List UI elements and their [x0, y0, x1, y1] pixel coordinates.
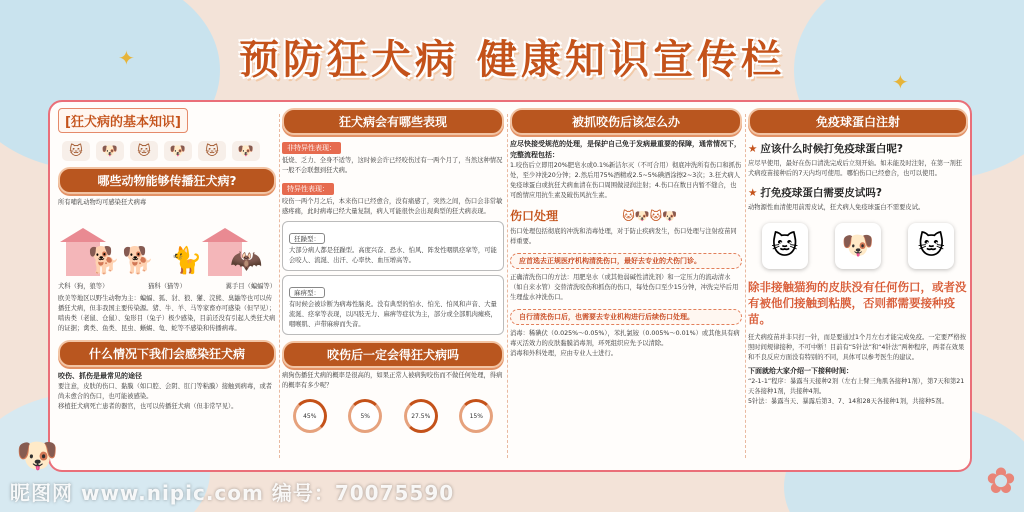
wound-title: 伤口处理 — [510, 209, 559, 223]
furious-box — [282, 221, 504, 271]
cat-face-icon: 🐱 — [762, 223, 808, 269]
situations-pill: 什么情况下我们会感染狂犬病 — [58, 340, 276, 367]
percent-circle: 5% — [348, 399, 382, 433]
caption-feline: 猫科（猫等） — [148, 283, 186, 290]
watermark: 昵图网 www.nipic.com 编号：70075590 — [10, 481, 455, 505]
question-when — [748, 141, 968, 156]
cat-face-icon: 🐱 — [908, 223, 954, 269]
caption-bat: 翼手目（蝙蝠等） — [225, 283, 276, 290]
animal-illustration — [58, 212, 276, 290]
furious-tag: 狂躁型： — [289, 233, 325, 244]
specific-text: 咬伤一两个月之后，本来伤口已经愈合，没有痛感了，突然之间，伤口会非常敏感疼痛，此时病毒已经大量复制，病人可能很快会出现典型的狂犬病表现。 — [282, 198, 503, 215]
column-bite-care — [510, 108, 742, 464]
schedule-2: 5针法：暴露当天、暴露后第3、7、14和28天各接种1剂，共接种5剂。 — [748, 398, 948, 405]
dog-icon: 🐕 — [88, 246, 121, 276]
animals-pill: 哪些动物能够传播狂犬病? — [58, 167, 276, 194]
dog-face-icon: 🐶 — [232, 141, 260, 161]
dog-icon: 🐶 — [16, 436, 59, 476]
vaccine-warning: 除非接触猫狗的皮肤没有任何伤口，或者没有被他们接触到粘膜，否则都需要接种疫苗。 — [748, 280, 967, 326]
dog-face-icon: 🐶 — [164, 141, 192, 161]
bite-intro: 应尽快接受规范的处理，是保护自己免于发病最重要的保障，通常情况下，完整流程包括： — [510, 140, 741, 159]
paralytic-text: 有时候会被诊断为病毒性脑炎。没有典型的怕水、怕光、怕风和声音、大量流涎、痉挛等表现，以四肢无力、麻痹等症状为主，部分或全部肌肉瘫痪，咽喉肌、声带麻痹而失音。 — [289, 301, 497, 328]
page-title: 预防狂犬病 健康知识宣传栏 — [239, 37, 785, 83]
question-skin-test-text: 打免疫球蛋白需要皮试吗? — [760, 187, 883, 199]
caption-canine: 犬科（狗，狼等） — [58, 283, 109, 290]
immuno-pill: 免疫球蛋白注射 — [748, 108, 968, 135]
question-skin-test — [748, 185, 968, 200]
bat-icon: 🦇 — [230, 246, 263, 276]
probability-circles — [282, 399, 504, 433]
answer-skin-test: 动物源性血清使用前需皮试，狂犬病人免疫球蛋白不需要皮试。 — [748, 204, 925, 211]
sparkle-icon: ✦ — [892, 70, 909, 94]
bite-steps: 1.咬伤后立即用20%肥皂水或0.1%新洁尔灭（不可合用）彻底冲洗所有伤口和抓伤处，至少冲洗20分钟；2.然后用75%酒精或2.5~5%碘酒涂擦2~3次；3.狂犬病人免疫球蛋白或抗狂犬病血清在伤口周围做浸润注射；4.伤口在数日内暂不缝合，也可酌情应用抗生素及破伤风抗生素。 — [510, 162, 742, 199]
probability-pill: 咬伤后一定会得狂犬病吗 — [282, 341, 504, 368]
warning-clinic: 应首选去正规医疗机构清洗伤口，最好去专业的犬伤门诊。 — [510, 253, 742, 269]
pet-card-row — [748, 223, 968, 269]
paralytic-tag: 麻痹型： — [289, 287, 325, 298]
specific-tag: 特异性表现： — [282, 183, 334, 195]
bite-pill: 被抓咬伤后该怎么办 — [510, 108, 742, 135]
cat-icon: 🐈 — [170, 246, 203, 276]
info-board — [48, 100, 972, 472]
divider — [745, 114, 746, 458]
cat-face-icon: 🐱🐶🐱🐶 — [622, 209, 678, 223]
flower-icon: ✿ — [985, 461, 1016, 502]
vaccine-text: 狂犬病疫苗并非只打一针，而是要通过1个月左右才能完成免疫。一定要严格按照时间规律接种，不可中断！目前有“5针法”和“4针法”两种程序，两者在效果和不良反应方面没有特别的不同，具体可以参考医生的建议。 — [748, 334, 967, 361]
schedule-head: 下面就给大家介绍一下接种时间： — [748, 367, 853, 375]
percent-circle: 45% — [293, 399, 327, 433]
disinfect-text: 消毒：稀碘伏（0.025%～0.05%），苯扎氯铵（0.005%～0.01%）或其他具有病毒灭活效力的皮肤黏膜消毒剂，环死组织应先予以清除。 — [510, 330, 740, 347]
wound-text: 伤口处理包括彻底的冲洗和消毒处理，对于防止疾病发生，伤口处理与注射疫苗同样重要。 — [510, 228, 737, 245]
column-basics — [58, 108, 276, 464]
column-immunoglobulin — [748, 108, 968, 464]
pet-icon-row — [62, 141, 276, 161]
nonspecific-tag: 非特异性表现： — [282, 142, 341, 154]
probability-text: 病狗伤播狂犬病的概率是很高的，如果正常人被病狗咬伤而不做任何处理，得病的概率有多少呢？ — [282, 372, 503, 389]
situations-lead: 咬伤、抓伤是最常见的途径 — [58, 372, 142, 380]
furious-text: 大部分病人都是狂躁型。高度兴奋、恐水、怕风、阵发性咽肌痉挛等，可能会咬人、流涎、出汗、心率快、血压增高等。 — [289, 247, 497, 264]
animals-intro: 所有哺乳动物均可感染狂犬病毒 — [58, 199, 147, 206]
surgery-text: 消毒和外科处理，应由专业人士进行。 — [510, 350, 618, 357]
schedule-1: “2-1-1”程序：暴露当天接种2剂（左右上臂三角肌各接种1剂），第7天和第21天各接种1剂，共接种4剂。 — [748, 378, 965, 395]
animal-captions — [58, 281, 276, 290]
divider — [507, 114, 508, 458]
nonspecific-text: 低烧、乏力、全身不适等，这时候会许已经咬伤过有一两个月了，当然这种情况一般不会联想到狂犬病。 — [282, 157, 503, 174]
transplant-text: 移植狂犬病死亡患者的器官，也可以传播狂犬病（但非常罕见）。 — [58, 403, 238, 410]
paralytic-box — [282, 275, 504, 335]
wound-head — [510, 207, 742, 224]
symptoms-pill: 狂犬病会有哪些表现 — [282, 108, 504, 135]
divider — [279, 114, 280, 458]
percent-circle: 15% — [459, 399, 493, 433]
star-icon: ★ — [748, 187, 758, 199]
answer-when: 应尽早使用，最好在伤口清洗完成后立刻开始。如未能及时注射，在第一剂狂犬病疫苗接种后的7天内均可使用。哪怕伤口已经愈合，也可以使用。 — [748, 160, 963, 177]
rinse-text: 正确清洗伤口的方法：用肥皂水（或其他弱碱性清洗剂）和一定压力的流动清水（如自来水管）交替清洗咬伤和抓伤的伤口，每处伤口至少15分钟，冲洗完毕后用生理盐水冲洗伤口。 — [510, 274, 739, 301]
dog-face-icon: 🐶 — [96, 141, 124, 161]
star-icon: ★ — [748, 143, 758, 155]
column-symptoms — [282, 108, 504, 464]
animals-text: 欧美等地区以野生动物为主：蝙蝠、狐、豺、狼、獾、浣熊、臭鼬等也可以传播狂犬病，但非我国主要传染源。猪、牛、羊、马等家畜亦可感染（但罕见）；啮齿类（老鼠、仓鼠）、兔形目（兔子）极少感染，目前还没有引起人类狂犬病的证据；禽类、鱼类、昆虫、蜥蜴、龟、蛇等不感染和传播病毒。 — [58, 295, 276, 332]
percent-circle: 27.5% — [404, 399, 438, 433]
question-when-text: 应该什么时候打免疫球蛋白呢? — [760, 143, 904, 155]
cat-face-icon: 🐱 — [62, 141, 90, 161]
warning-followup: 自行清洗伤口后，也需要去专业机构进行后续伤口处理。 — [510, 309, 742, 325]
situations-text: 要注意，皮肤的伤口、黏膜（如口腔、会阴、肛门等粘膜）接触到病毒，或者尚未愈合的伤口，也可能被感染。 — [58, 383, 273, 400]
cat-face-icon: 🐱 — [198, 141, 226, 161]
dog-icon: 🐕 — [122, 246, 155, 276]
basics-header: [狂犬病的基本知识] — [58, 108, 188, 133]
sparkle-icon: ✦ — [118, 46, 135, 70]
dog-face-icon: 🐶 — [835, 223, 881, 269]
cat-face-icon: 🐱 — [130, 141, 158, 161]
